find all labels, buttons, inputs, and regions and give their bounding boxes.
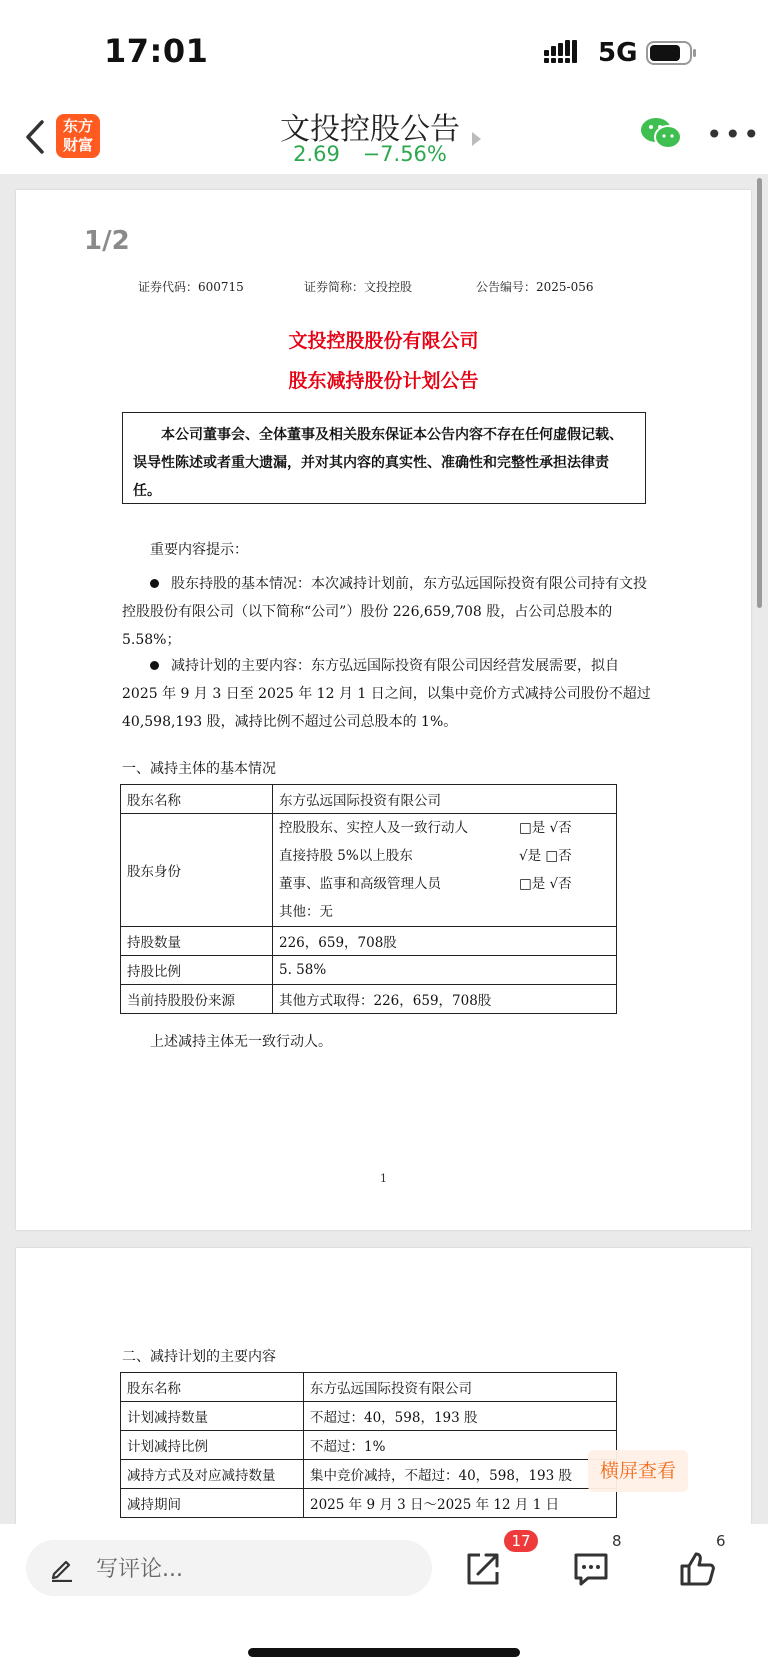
doc-title-company: 文投控股股份有限公司 xyxy=(288,330,479,352)
identity-line: 其他：无 xyxy=(279,904,333,920)
identity-line: 直接持股 5%以上股东 √是 □否 xyxy=(279,848,572,864)
page-title[interactable]: 文投控股公告 xyxy=(280,112,460,147)
section-1-title: 一、减持主体的基本情况 xyxy=(122,761,276,777)
table-cell-label: 持股数量 xyxy=(121,927,273,956)
app-logo[interactable] xyxy=(56,114,100,158)
table-row xyxy=(121,785,617,814)
landscape-view-button[interactable]: 横屏查看 xyxy=(588,1450,688,1492)
bullet-icon xyxy=(150,661,159,670)
like-icon[interactable] xyxy=(678,1550,716,1588)
holder-info-table xyxy=(120,784,617,1014)
status-bar xyxy=(0,0,768,96)
table-row xyxy=(121,1460,617,1489)
disclaimer-box: 本公司董事会、全体董事及相关股东保证本公告内容不存在任何虚假记载、误导性陈述或者重大遗漏，并对其内容的真实性、准确性和完整性承担法律责任。 xyxy=(122,412,646,504)
table-cell-value: 不超过：1% xyxy=(304,1431,617,1460)
table-cell-label: 股东身份 xyxy=(121,814,273,927)
bullet-icon xyxy=(150,579,159,588)
bottom-action-bar xyxy=(0,1524,768,1665)
table-cell-label: 减持方式及对应减持数量 xyxy=(121,1460,304,1489)
stock-price: 2.69 xyxy=(293,142,340,166)
table-row xyxy=(121,1431,617,1460)
doc-stock-code: 证券代码：600715 xyxy=(138,280,244,294)
doc-stock-short-name: 证券简称：文投控股 xyxy=(304,280,413,294)
table-cell-label: 计划减持比例 xyxy=(121,1431,304,1460)
stock-change: −7.56% xyxy=(362,142,447,166)
table-cell-value: 226，659，708股 xyxy=(273,927,617,956)
more-icon[interactable]: ••• xyxy=(706,118,762,151)
table-row xyxy=(121,1373,617,1402)
reduction-plan-table xyxy=(120,1372,617,1518)
table-row xyxy=(121,1489,617,1518)
home-indicator[interactable] xyxy=(248,1648,520,1657)
network-label: 5G xyxy=(598,38,638,68)
identity-cell xyxy=(273,814,617,927)
table-cell-label: 持股比例 xyxy=(121,956,273,985)
table-cell-value: 5. 58% xyxy=(273,956,617,985)
table-row xyxy=(121,985,617,1014)
table-cell-value: 2025 年 9 月 3 日～2025 年 12 月 1 日 xyxy=(304,1489,617,1518)
comment-icon[interactable] xyxy=(572,1550,610,1588)
comment-input[interactable] xyxy=(26,1540,432,1596)
no-concert-note: 上述减持主体无一致行动人。 xyxy=(150,1034,332,1050)
back-icon[interactable] xyxy=(22,118,48,156)
document-viewer[interactable] xyxy=(0,174,768,1524)
share-badge: 17 xyxy=(504,1530,538,1552)
comment-placeholder: 写评论... xyxy=(96,1557,183,1582)
page-indicator: 1/2 xyxy=(84,226,130,256)
table-cell-value: 不超过：40，598，193 股 xyxy=(304,1402,617,1431)
table-cell-label: 减持期间 xyxy=(121,1489,304,1518)
signal-icon xyxy=(544,40,584,64)
stock-quote xyxy=(230,142,510,166)
identity-line: 董事、监事和高级管理人员 □是 √否 xyxy=(279,876,572,892)
document-page-1 xyxy=(16,190,751,1230)
table-row xyxy=(121,956,617,985)
doc-title-announcement: 股东减持股份计划公告 xyxy=(288,370,479,392)
table-row xyxy=(121,1402,617,1431)
table-cell-label: 当前持股股份来源 xyxy=(121,985,273,1014)
table-cell-label: 计划减持数量 xyxy=(121,1402,304,1431)
highlight-item-1 xyxy=(122,570,658,654)
doc-announcement-no: 公告编号：2025-056 xyxy=(476,280,594,294)
like-count: 6 xyxy=(716,1532,726,1550)
table-row xyxy=(121,927,617,956)
scrollbar[interactable] xyxy=(757,178,762,608)
highlights-title: 重要内容提示： xyxy=(150,542,248,558)
table-cell-value: 东方弘远国际投资有限公司 xyxy=(304,1373,617,1402)
comment-count: 8 xyxy=(612,1532,622,1550)
highlight-text-2: 减持计划的主要内容：东方弘远国际投资有限公司因经营发展需要，拟自 2025 年 9 月 3 日至 2025 年 12 月 1 日之间，以集中竞价方式减持公司股份不超过 40,598,193 股，减持比例不超过公司总股本的 1%。 xyxy=(122,658,651,730)
table-cell-value: 东方弘远国际投资有限公司 xyxy=(273,785,617,814)
status-time: 17:01 xyxy=(104,32,209,70)
table-cell-label: 股东名称 xyxy=(121,785,273,814)
page-number: 1 xyxy=(380,1172,387,1185)
highlight-item-2 xyxy=(122,652,658,736)
logo-line-2: 财富 xyxy=(62,136,93,154)
nav-bar xyxy=(0,96,768,174)
pen-icon xyxy=(48,1554,76,1582)
table-cell-value: 集中竞价减持，不超过：40，598，193 股 xyxy=(304,1460,617,1489)
section-2-title: 二、减持计划的主要内容 xyxy=(122,1349,276,1365)
wechat-share-icon[interactable] xyxy=(640,116,682,150)
table-row xyxy=(121,814,617,927)
logo-line-1: 东方 xyxy=(62,117,93,135)
share-icon[interactable] xyxy=(464,1550,502,1588)
table-cell-label: 股东名称 xyxy=(121,1373,304,1402)
highlight-text-1: 股东持股的基本情况：本次减持计划前，东方弘远国际投资有限公司持有文投控股股份有限公司（以下简称“公司”）股份 226,659,708 股，占公司总股本的 5.58%； xyxy=(122,576,647,648)
identity-line: 控股股东、实控人及一致行动人 □是 √否 xyxy=(279,820,572,836)
table-cell-value: 其他方式取得：226，659，708股 xyxy=(273,985,617,1014)
battery-icon xyxy=(646,40,698,66)
